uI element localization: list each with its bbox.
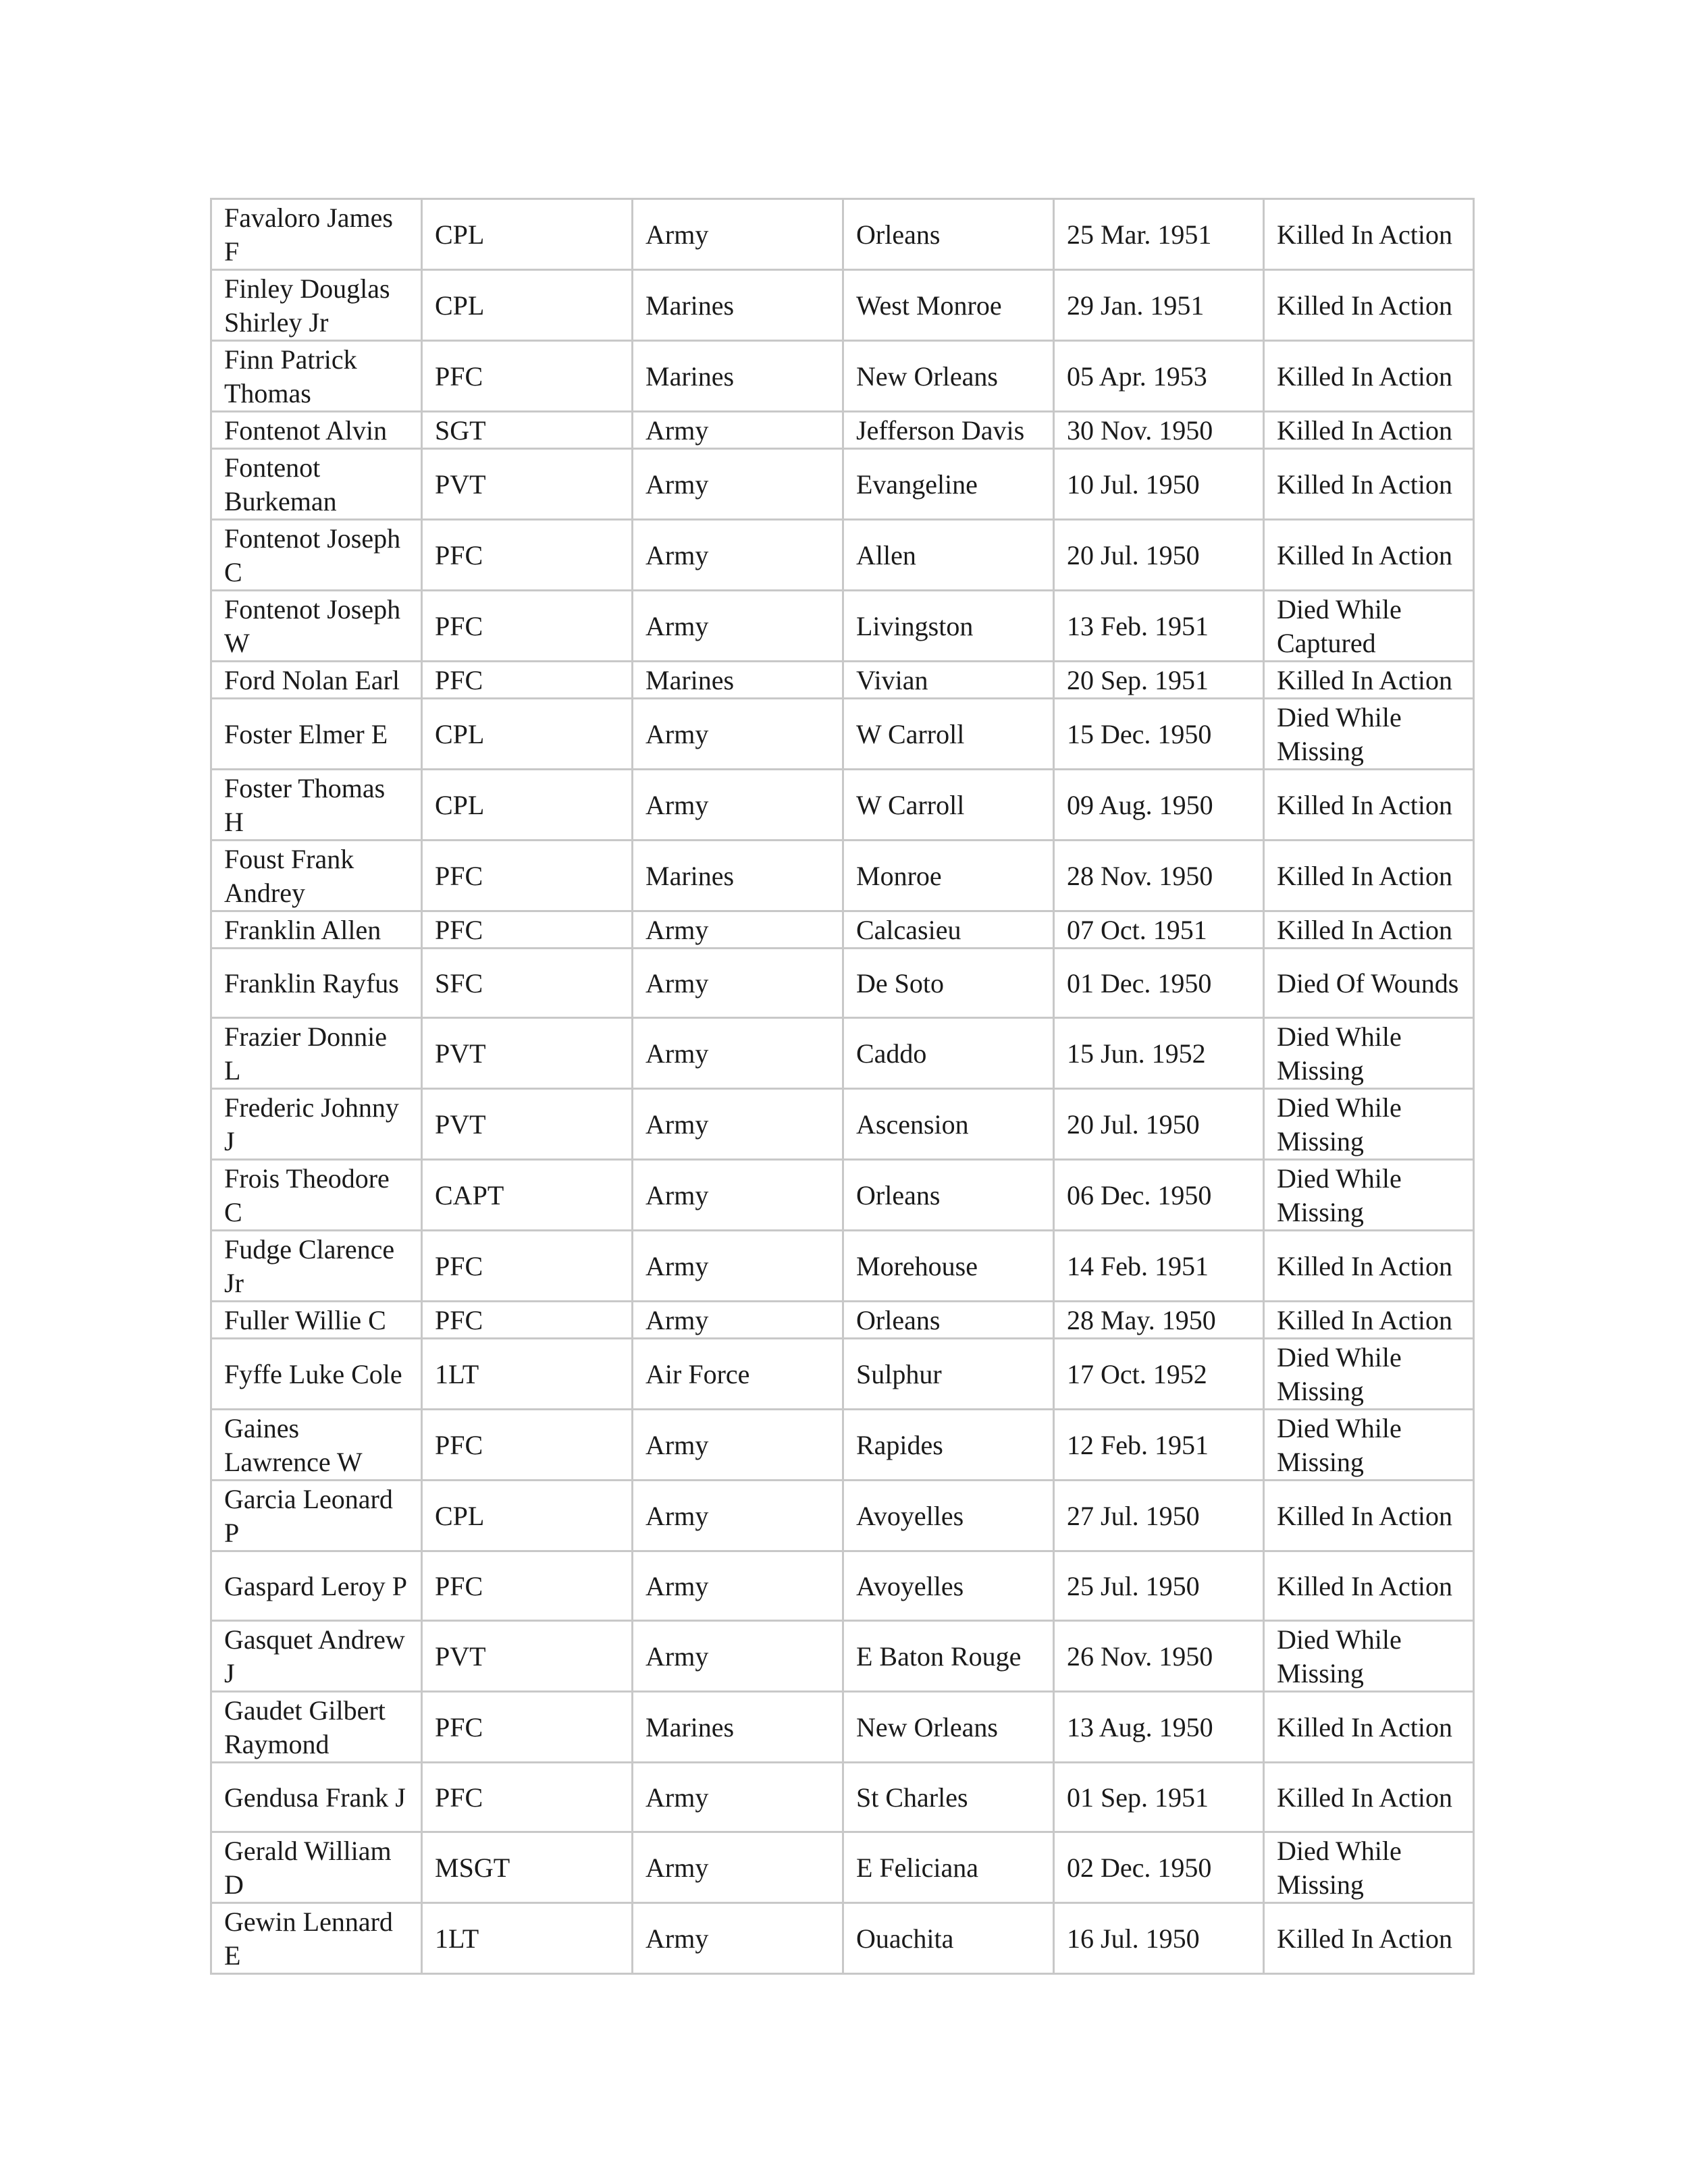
status-cell: Killed In Action	[1264, 341, 1474, 412]
parish-cell: West Monroe	[843, 270, 1054, 341]
table-row	[211, 911, 1474, 949]
table-row	[211, 1302, 1474, 1339]
status-cell: Died While Missing	[1264, 1089, 1474, 1160]
rank-cell: MSGT	[422, 1832, 633, 1903]
name-cell: Fontenot Joseph C	[211, 520, 422, 591]
table-row	[211, 1481, 1474, 1551]
status-cell: Died While Missing	[1264, 1339, 1474, 1410]
parish-cell: W Carroll	[843, 699, 1054, 770]
branch-cell: Army	[633, 1302, 843, 1339]
table-row	[211, 1832, 1474, 1903]
branch-cell: Army	[633, 1903, 843, 1974]
name-cell: Gerald William D	[211, 1832, 422, 1903]
name-cell: Ford Nolan Earl	[211, 662, 422, 699]
parish-cell: St Charles	[843, 1763, 1054, 1832]
name-cell: Gewin Lennard E	[211, 1903, 422, 1974]
table-row	[211, 1692, 1474, 1763]
date-cell: 15 Jun. 1952	[1054, 1018, 1264, 1089]
status-cell: Killed In Action	[1264, 412, 1474, 449]
status-cell: Killed In Action	[1264, 1763, 1474, 1832]
parish-cell: Calcasieu	[843, 911, 1054, 949]
table-row	[211, 412, 1474, 449]
parish-cell: New Orleans	[843, 341, 1054, 412]
date-cell: 05 Apr. 1953	[1054, 341, 1264, 412]
branch-cell: Army	[633, 1551, 843, 1621]
branch-cell: Marines	[633, 841, 843, 911]
table-row	[211, 949, 1474, 1018]
date-cell: 09 Aug. 1950	[1054, 770, 1264, 841]
branch-cell: Army	[633, 591, 843, 662]
status-cell: Killed In Action	[1264, 1903, 1474, 1974]
date-cell: 28 Nov. 1950	[1054, 841, 1264, 911]
rank-cell: 1LT	[422, 1903, 633, 1974]
name-cell: Frazier Donnie L	[211, 1018, 422, 1089]
name-cell: Garcia Leonard P	[211, 1481, 422, 1551]
status-cell: Died While Captured	[1264, 591, 1474, 662]
branch-cell: Marines	[633, 341, 843, 412]
branch-cell: Army	[633, 520, 843, 591]
branch-cell: Army	[633, 199, 843, 270]
rank-cell: PFC	[422, 1302, 633, 1339]
parish-cell: W Carroll	[843, 770, 1054, 841]
table-row	[211, 199, 1474, 270]
status-cell: Killed In Action	[1264, 1692, 1474, 1763]
date-cell: 28 May. 1950	[1054, 1302, 1264, 1339]
branch-cell: Army	[633, 1410, 843, 1481]
date-cell: 20 Jul. 1950	[1054, 520, 1264, 591]
table-row	[211, 1903, 1474, 1974]
name-cell: Gaudet Gilbert Raymond	[211, 1692, 422, 1763]
branch-cell: Army	[633, 911, 843, 949]
status-cell: Died Of Wounds	[1264, 949, 1474, 1018]
branch-cell: Army	[633, 1481, 843, 1551]
status-cell: Killed In Action	[1264, 199, 1474, 270]
rank-cell: PFC	[422, 662, 633, 699]
parish-cell: Orleans	[843, 1302, 1054, 1339]
name-cell: Fuller Willie C	[211, 1302, 422, 1339]
branch-cell: Marines	[633, 662, 843, 699]
table-row	[211, 662, 1474, 699]
date-cell: 02 Dec. 1950	[1054, 1832, 1264, 1903]
date-cell: 26 Nov. 1950	[1054, 1621, 1264, 1692]
status-cell: Died While Missing	[1264, 1621, 1474, 1692]
name-cell: Fudge Clarence Jr	[211, 1231, 422, 1302]
rank-cell: PVT	[422, 1621, 633, 1692]
table-row	[211, 841, 1474, 911]
date-cell: 06 Dec. 1950	[1054, 1160, 1264, 1231]
date-cell: 20 Jul. 1950	[1054, 1089, 1264, 1160]
casualty-table	[210, 198, 1475, 1975]
rank-cell: PFC	[422, 1410, 633, 1481]
status-cell: Killed In Action	[1264, 449, 1474, 520]
status-cell: Killed In Action	[1264, 841, 1474, 911]
parish-cell: Avoyelles	[843, 1551, 1054, 1621]
date-cell: 01 Sep. 1951	[1054, 1763, 1264, 1832]
rank-cell: CPL	[422, 199, 633, 270]
date-cell: 20 Sep. 1951	[1054, 662, 1264, 699]
status-cell: Killed In Action	[1264, 520, 1474, 591]
status-cell: Died While Missing	[1264, 699, 1474, 770]
parish-cell: Livingston	[843, 591, 1054, 662]
parish-cell: Allen	[843, 520, 1054, 591]
table-row	[211, 1089, 1474, 1160]
parish-cell: Orleans	[843, 199, 1054, 270]
parish-cell: Avoyelles	[843, 1481, 1054, 1551]
parish-cell: Ouachita	[843, 1903, 1054, 1974]
name-cell: Finn Patrick Thomas	[211, 341, 422, 412]
name-cell: Gasquet Andrew J	[211, 1621, 422, 1692]
table-row	[211, 699, 1474, 770]
status-cell: Died While Missing	[1264, 1832, 1474, 1903]
table-row	[211, 449, 1474, 520]
status-cell: Killed In Action	[1264, 1551, 1474, 1621]
status-cell: Killed In Action	[1264, 1302, 1474, 1339]
name-cell: Fontenot Burkeman	[211, 449, 422, 520]
name-cell: Frois Theodore C	[211, 1160, 422, 1231]
rank-cell: PFC	[422, 341, 633, 412]
status-cell: Killed In Action	[1264, 911, 1474, 949]
parish-cell: E Baton Rouge	[843, 1621, 1054, 1692]
name-cell: Gendusa Frank J	[211, 1763, 422, 1832]
name-cell: Gaines Lawrence W	[211, 1410, 422, 1481]
parish-cell: Evangeline	[843, 449, 1054, 520]
branch-cell: Army	[633, 949, 843, 1018]
rank-cell: SGT	[422, 412, 633, 449]
table-row	[211, 1018, 1474, 1089]
date-cell: 13 Aug. 1950	[1054, 1692, 1264, 1763]
name-cell: Fontenot Alvin	[211, 412, 422, 449]
date-cell: 25 Jul. 1950	[1054, 1551, 1264, 1621]
status-cell: Killed In Action	[1264, 770, 1474, 841]
rank-cell: PVT	[422, 1018, 633, 1089]
parish-cell: Monroe	[843, 841, 1054, 911]
name-cell: Fyffe Luke Cole	[211, 1339, 422, 1410]
branch-cell: Army	[633, 412, 843, 449]
table-row	[211, 1763, 1474, 1832]
branch-cell: Army	[633, 449, 843, 520]
branch-cell: Army	[633, 1018, 843, 1089]
date-cell: 01 Dec. 1950	[1054, 949, 1264, 1018]
name-cell: Favaloro James F	[211, 199, 422, 270]
branch-cell: Army	[633, 1231, 843, 1302]
table-row	[211, 1621, 1474, 1692]
name-cell: Foster Elmer E	[211, 699, 422, 770]
name-cell: Frederic Johnny J	[211, 1089, 422, 1160]
parish-cell: Jefferson Davis	[843, 412, 1054, 449]
rank-cell: PVT	[422, 449, 633, 520]
parish-cell: Morehouse	[843, 1231, 1054, 1302]
rank-cell: PFC	[422, 841, 633, 911]
date-cell: 27 Jul. 1950	[1054, 1481, 1264, 1551]
date-cell: 25 Mar. 1951	[1054, 199, 1264, 270]
table-row	[211, 1231, 1474, 1302]
name-cell: Gaspard Leroy P	[211, 1551, 422, 1621]
status-cell: Killed In Action	[1264, 1231, 1474, 1302]
rank-cell: CPL	[422, 770, 633, 841]
parish-cell: Sulphur	[843, 1339, 1054, 1410]
date-cell: 30 Nov. 1950	[1054, 412, 1264, 449]
name-cell: Foust Frank Andrey	[211, 841, 422, 911]
branch-cell: Army	[633, 1089, 843, 1160]
date-cell: 16 Jul. 1950	[1054, 1903, 1264, 1974]
rank-cell: SFC	[422, 949, 633, 1018]
rank-cell: PFC	[422, 1551, 633, 1621]
date-cell: 13 Feb. 1951	[1054, 591, 1264, 662]
status-cell: Died While Missing	[1264, 1410, 1474, 1481]
table-row	[211, 270, 1474, 341]
branch-cell: Army	[633, 770, 843, 841]
status-cell: Died While Missing	[1264, 1018, 1474, 1089]
status-cell: Killed In Action	[1264, 662, 1474, 699]
name-cell: Finley Douglas Shirley Jr	[211, 270, 422, 341]
rank-cell: CPL	[422, 1481, 633, 1551]
branch-cell: Army	[633, 699, 843, 770]
rank-cell: PFC	[422, 1763, 633, 1832]
table-row	[211, 341, 1474, 412]
branch-cell: Army	[633, 1160, 843, 1231]
table-row	[211, 770, 1474, 841]
date-cell: 12 Feb. 1951	[1054, 1410, 1264, 1481]
rank-cell: CPL	[422, 699, 633, 770]
parish-cell: Caddo	[843, 1018, 1054, 1089]
parish-cell: De Soto	[843, 949, 1054, 1018]
status-cell: Died While Missing	[1264, 1160, 1474, 1231]
table-row	[211, 520, 1474, 591]
table-row	[211, 591, 1474, 662]
date-cell: 14 Feb. 1951	[1054, 1231, 1264, 1302]
date-cell: 15 Dec. 1950	[1054, 699, 1264, 770]
date-cell: 07 Oct. 1951	[1054, 911, 1264, 949]
parish-cell: Rapides	[843, 1410, 1054, 1481]
date-cell: 10 Jul. 1950	[1054, 449, 1264, 520]
rank-cell: 1LT	[422, 1339, 633, 1410]
rank-cell: PFC	[422, 591, 633, 662]
branch-cell: Marines	[633, 1692, 843, 1763]
date-cell: 17 Oct. 1952	[1054, 1339, 1264, 1410]
rank-cell: PVT	[422, 1089, 633, 1160]
rank-cell: PFC	[422, 911, 633, 949]
branch-cell: Marines	[633, 270, 843, 341]
rank-cell: PFC	[422, 1231, 633, 1302]
parish-cell: Vivian	[843, 662, 1054, 699]
rank-cell: CAPT	[422, 1160, 633, 1231]
table-row	[211, 1410, 1474, 1481]
rank-cell: PFC	[422, 1692, 633, 1763]
parish-cell: Ascension	[843, 1089, 1054, 1160]
branch-cell: Air Force	[633, 1339, 843, 1410]
name-cell: Fontenot Joseph W	[211, 591, 422, 662]
branch-cell: Army	[633, 1832, 843, 1903]
name-cell: Franklin Rayfus	[211, 949, 422, 1018]
date-cell: 29 Jan. 1951	[1054, 270, 1264, 341]
name-cell: Franklin Allen	[211, 911, 422, 949]
table-row	[211, 1339, 1474, 1410]
rank-cell: PFC	[422, 520, 633, 591]
table-row	[211, 1551, 1474, 1621]
parish-cell: New Orleans	[843, 1692, 1054, 1763]
name-cell: Foster Thomas H	[211, 770, 422, 841]
parish-cell: Orleans	[843, 1160, 1054, 1231]
branch-cell: Army	[633, 1763, 843, 1832]
status-cell: Killed In Action	[1264, 270, 1474, 341]
rank-cell: CPL	[422, 270, 633, 341]
parish-cell: E Feliciana	[843, 1832, 1054, 1903]
status-cell: Killed In Action	[1264, 1481, 1474, 1551]
branch-cell: Army	[633, 1621, 843, 1692]
table-row	[211, 1160, 1474, 1231]
